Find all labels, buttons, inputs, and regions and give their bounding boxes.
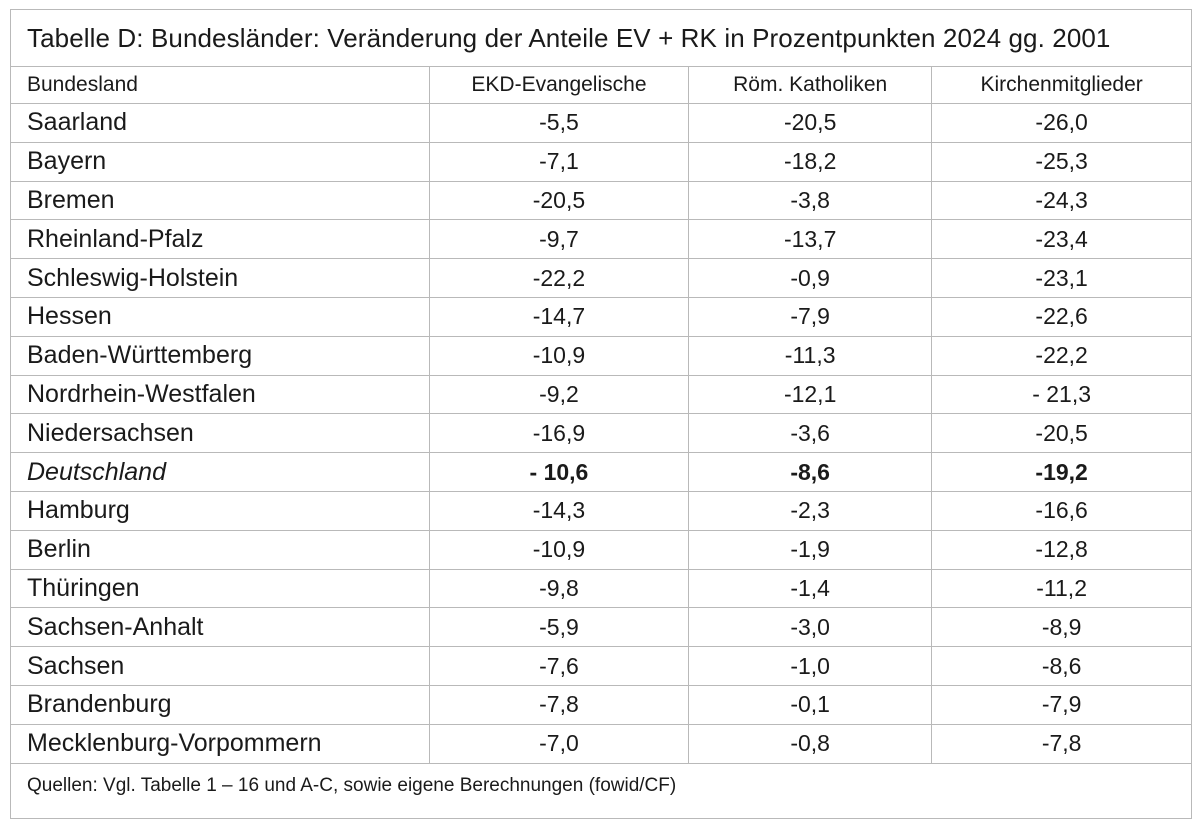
cell-roem-katholiken: -1,0 <box>689 647 932 686</box>
cell-ekd-evangelische: -14,3 <box>429 491 688 530</box>
cell-bundesland: Bayern <box>11 142 429 181</box>
cell-roem-katholiken: -0,1 <box>689 685 932 724</box>
cell-roem-katholiken: -3,6 <box>689 414 932 453</box>
table-row <box>11 647 1191 686</box>
cell-roem-katholiken: -7,9 <box>689 297 932 336</box>
cell-ekd-evangelische: -7,0 <box>429 724 688 763</box>
table-row <box>11 724 1191 763</box>
cell-bundesland: Nordrhein-Westfalen <box>11 375 429 414</box>
cell-ekd-evangelische: -9,8 <box>429 569 688 608</box>
cell-bundesland: Rheinland-Pfalz <box>11 220 429 259</box>
cell-roem-katholiken: -0,8 <box>689 724 932 763</box>
cell-kirchenmitglieder: -8,6 <box>932 647 1191 686</box>
cell-roem-katholiken: -13,7 <box>689 220 932 259</box>
cell-ekd-evangelische: -7,1 <box>429 142 688 181</box>
cell-kirchenmitglieder: -8,9 <box>932 608 1191 647</box>
cell-ekd-evangelische: -14,7 <box>429 297 688 336</box>
cell-bundesland: Saarland <box>11 104 429 143</box>
header-row <box>11 67 1191 104</box>
cell-roem-katholiken: -3,0 <box>689 608 932 647</box>
cell-ekd-evangelische: -7,8 <box>429 685 688 724</box>
cell-roem-katholiken: -1,4 <box>689 569 932 608</box>
cell-roem-katholiken: -1,9 <box>689 530 932 569</box>
cell-kirchenmitglieder: -7,9 <box>932 685 1191 724</box>
cell-kirchenmitglieder: -22,2 <box>932 336 1191 375</box>
cell-bundesland: Niedersachsen <box>11 414 429 453</box>
table-row <box>11 530 1191 569</box>
column-header-kirchenmitglieder: Kirchenmitglieder <box>932 67 1191 104</box>
cell-ekd-evangelische: -10,9 <box>429 336 688 375</box>
table-row <box>11 336 1191 375</box>
cell-kirchenmitglieder: -23,1 <box>932 259 1191 298</box>
cell-bundesland: Bremen <box>11 181 429 220</box>
table-row <box>11 491 1191 530</box>
cell-kirchenmitglieder: -11,2 <box>932 569 1191 608</box>
cell-bundesland: Sachsen <box>11 647 429 686</box>
table-frame <box>10 9 1192 819</box>
cell-kirchenmitglieder: -20,5 <box>932 414 1191 453</box>
cell-ekd-evangelische: -10,9 <box>429 530 688 569</box>
cell-ekd-evangelische: -22,2 <box>429 259 688 298</box>
cell-bundesland: Mecklenburg-Vorpommern <box>11 724 429 763</box>
cell-kirchenmitglieder: -26,0 <box>932 104 1191 143</box>
column-header-ekd: EKD-Evangelische <box>429 67 688 104</box>
cell-roem-katholiken: -8,6 <box>689 453 932 492</box>
table-title: Tabelle D: Bundesländer: Veränderung der Anteile EV + RK in Prozentpunkten 2024 gg. 2001 <box>11 10 1191 67</box>
cell-ekd-evangelische: -20,5 <box>429 181 688 220</box>
cell-ekd-evangelische: -5,9 <box>429 608 688 647</box>
table-row <box>11 375 1191 414</box>
cell-bundesland: Deutschland <box>11 453 429 492</box>
cell-ekd-evangelische: -7,6 <box>429 647 688 686</box>
cell-bundesland: Baden-Württemberg <box>11 336 429 375</box>
cell-ekd-evangelische: -16,9 <box>429 414 688 453</box>
cell-kirchenmitglieder: -7,8 <box>932 724 1191 763</box>
cell-ekd-evangelische: - 10,6 <box>429 453 688 492</box>
cell-roem-katholiken: -18,2 <box>689 142 932 181</box>
cell-roem-katholiken: -0,9 <box>689 259 932 298</box>
cell-roem-katholiken: -20,5 <box>689 104 932 143</box>
table-row <box>11 142 1191 181</box>
source-note: Quellen: Vgl. Tabelle 1 – 16 und A-C, sowie eigene Berechnungen (fowid/CF) <box>11 763 1191 808</box>
table-row <box>11 297 1191 336</box>
data-table <box>11 10 1191 808</box>
source-row <box>11 763 1191 808</box>
cell-ekd-evangelische: -5,5 <box>429 104 688 143</box>
cell-ekd-evangelische: -9,7 <box>429 220 688 259</box>
cell-bundesland: Thüringen <box>11 569 429 608</box>
table-row <box>11 569 1191 608</box>
table-row <box>11 181 1191 220</box>
column-header-rk: Röm. Katholiken <box>689 67 932 104</box>
cell-bundesland: Schleswig-Holstein <box>11 259 429 298</box>
table-row <box>11 259 1191 298</box>
cell-kirchenmitglieder: -22,6 <box>932 297 1191 336</box>
cell-roem-katholiken: -11,3 <box>689 336 932 375</box>
table-row <box>11 608 1191 647</box>
cell-bundesland: Hamburg <box>11 491 429 530</box>
cell-bundesland: Berlin <box>11 530 429 569</box>
cell-kirchenmitglieder: - 21,3 <box>932 375 1191 414</box>
cell-ekd-evangelische: -9,2 <box>429 375 688 414</box>
cell-roem-katholiken: -12,1 <box>689 375 932 414</box>
title-row <box>11 10 1191 67</box>
cell-kirchenmitglieder: -12,8 <box>932 530 1191 569</box>
table-row <box>11 414 1191 453</box>
table-row-total <box>11 453 1191 492</box>
cell-kirchenmitglieder: -19,2 <box>932 453 1191 492</box>
cell-bundesland: Brandenburg <box>11 685 429 724</box>
cell-kirchenmitglieder: -23,4 <box>932 220 1191 259</box>
column-header-bundesland: Bundesland <box>11 67 429 104</box>
cell-bundesland: Sachsen-Anhalt <box>11 608 429 647</box>
cell-kirchenmitglieder: -24,3 <box>932 181 1191 220</box>
table-row <box>11 104 1191 143</box>
table-row <box>11 220 1191 259</box>
cell-bundesland: Hessen <box>11 297 429 336</box>
cell-roem-katholiken: -3,8 <box>689 181 932 220</box>
cell-kirchenmitglieder: -25,3 <box>932 142 1191 181</box>
cell-kirchenmitglieder: -16,6 <box>932 491 1191 530</box>
table-row <box>11 685 1191 724</box>
cell-roem-katholiken: -2,3 <box>689 491 932 530</box>
